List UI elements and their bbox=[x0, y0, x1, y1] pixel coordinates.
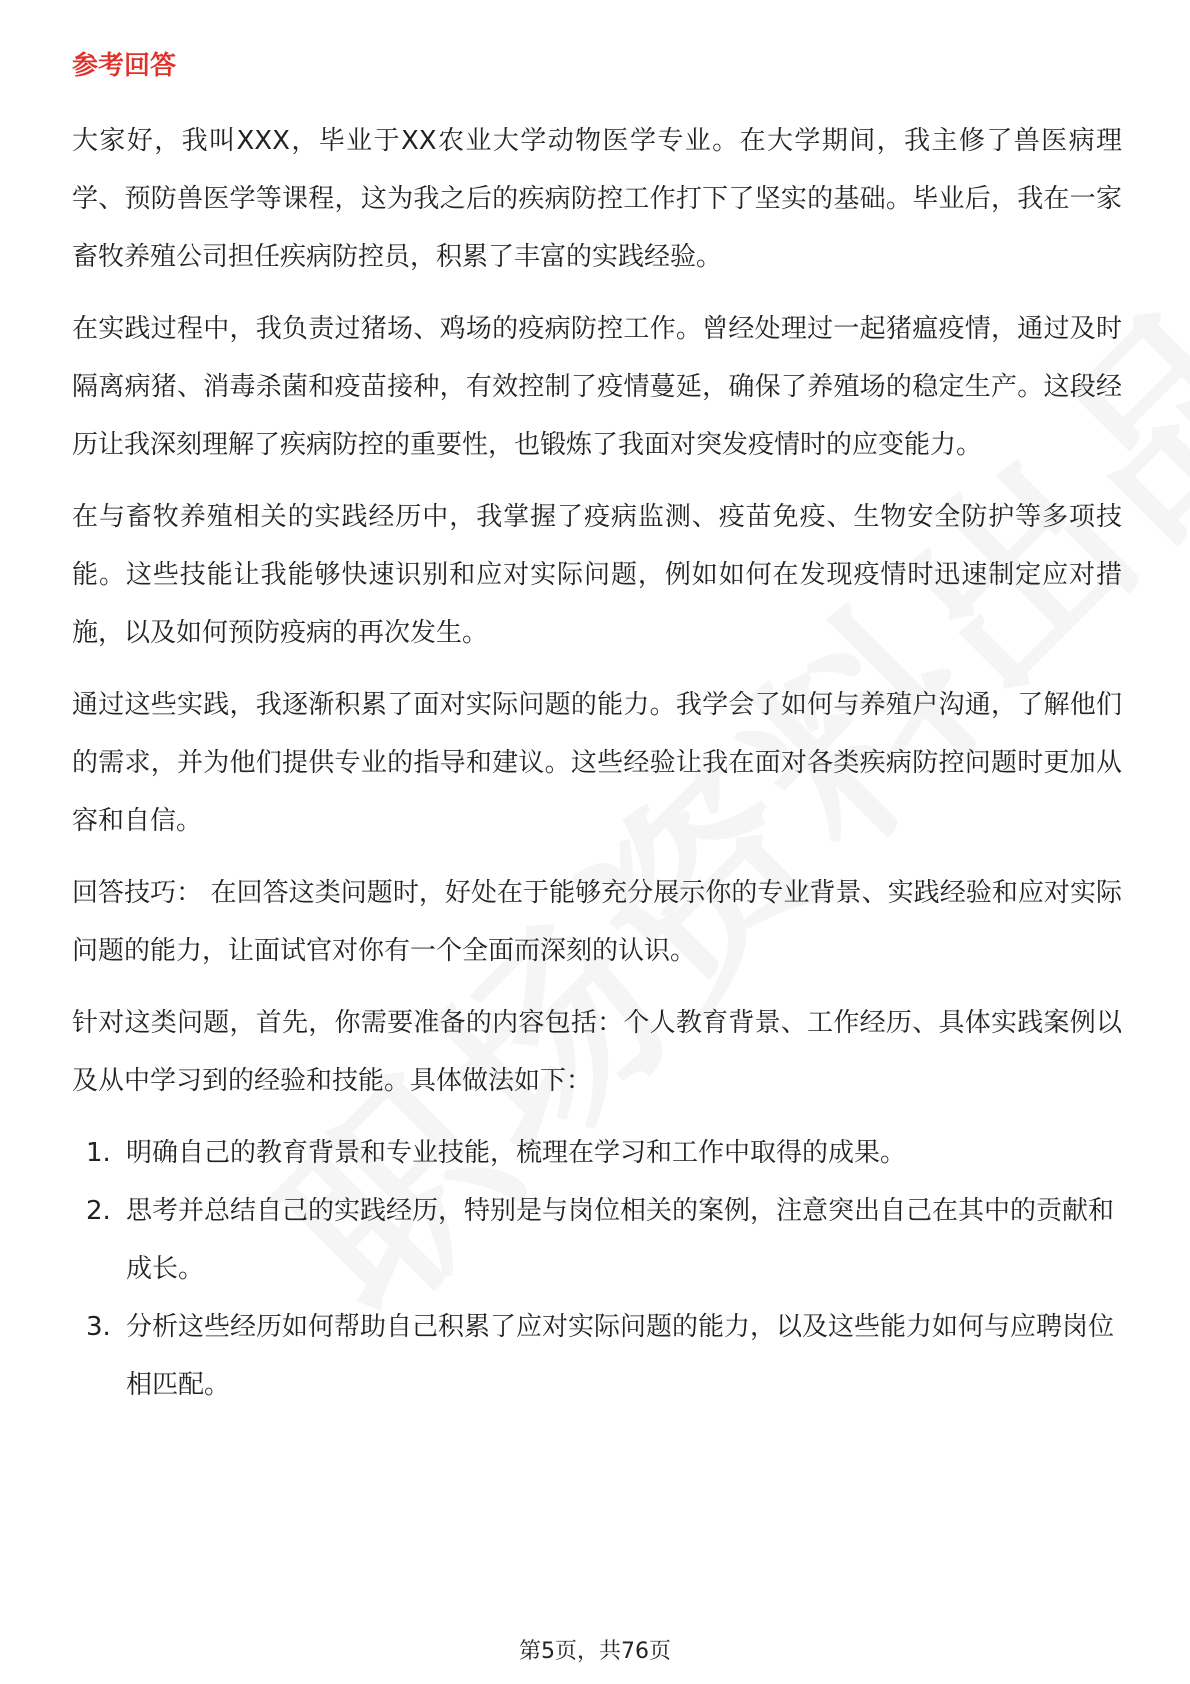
paragraph-preparation: 针对这类问题，首先，你需要准备的内容包括：个人教育背景、工作经历、具体实践案例以及从中学习到的经验和技能。具体做法如下： bbox=[72, 1008, 1122, 1096]
list-item bbox=[72, 1182, 1122, 1298]
paragraph-intro: 大家好，我叫XXX，毕业于XX农业大学动物医学专业。在大学期间，我主修了兽医病理学、预防兽医学等课程，这为我之后的疾病防控工作打下了坚实的基础。毕业后，我在一家畜牧养殖公司担任疾病防控员，积累了丰富的实践经验。 bbox=[72, 126, 1122, 272]
section-heading: 参考回答 bbox=[72, 51, 177, 81]
list-item-number: 2. bbox=[86, 1196, 111, 1226]
list-item bbox=[72, 1298, 1122, 1414]
list-item bbox=[72, 1124, 1122, 1182]
document-content bbox=[72, 48, 1122, 1414]
list-item-text: 明确自己的教育背景和专业技能，梳理在学习和工作中取得的成果。 bbox=[126, 1138, 907, 1168]
paragraph-tips: 回答技巧： 在回答这类问题时，好处在于能够充分展示你的专业背景、实践经验和应对实际问题的能力，让面试官对你有一个全面而深刻的认识。 bbox=[72, 878, 1122, 966]
steps-list bbox=[72, 1124, 1122, 1414]
paragraph-skills: 在与畜牧养殖相关的实践经历中，我掌握了疫病监测、疫苗免疫、生物安全防护等多项技能。这些技能让我能够快速识别和应对实际问题，例如如何在发现疫情时迅速制定应对措施，以及如何预防疫病的再次发生。 bbox=[72, 502, 1122, 648]
paragraph-ability: 通过这些实践，我逐渐积累了面对实际问题的能力。我学会了如何与养殖户沟通，了解他们的需求，并为他们提供专业的指导和建议。这些经验让我在面对各类疾病防控问题时更加从容和自信。 bbox=[72, 690, 1122, 836]
paragraph-practice: 在实践过程中，我负责过猪场、鸡场的疫病防控工作。曾经处理过一起猪瘟疫情，通过及时隔离病猪、消毒杀菌和疫苗接种，有效控制了疫情蔓延，确保了养殖场的稳定生产。这段经历让我深刻理解了疾病防控的重要性，也锻炼了我面对突发疫情时的应变能力。 bbox=[72, 314, 1122, 460]
list-item-text: 思考并总结自己的实践经历，特别是与岗位相关的案例，注意突出自己在其中的贡献和成长。 bbox=[126, 1196, 1115, 1284]
list-item-number: 1. bbox=[86, 1138, 111, 1168]
page-footer: 第5页，共76页 bbox=[519, 1639, 671, 1664]
list-item-number: 3. bbox=[86, 1312, 111, 1342]
list-item-text: 分析这些经历如何帮助自己积累了应对实际问题的能力，以及这些能力如何与应聘岗位相匹配。 bbox=[126, 1312, 1115, 1400]
